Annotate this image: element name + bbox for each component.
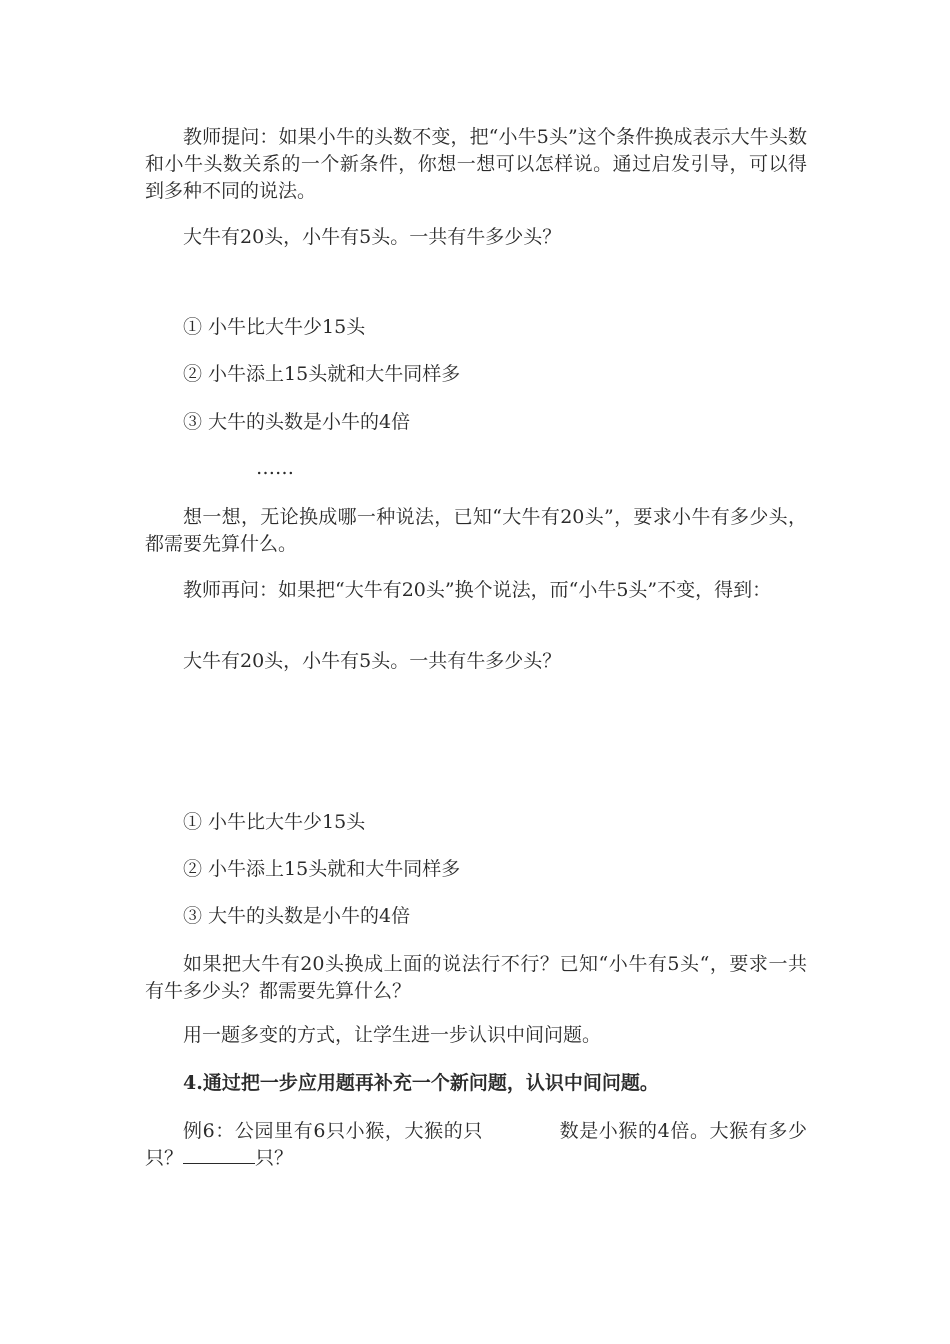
list-item-1-1: ① 小牛比大牛少15头 xyxy=(183,316,366,338)
paragraph-problem-1: 大牛有20头，小牛有5头。一共有牛多少头？ xyxy=(183,226,562,248)
paragraph-method: 用一题多变的方式，让学生进一步认识中间问题。 xyxy=(183,1024,602,1046)
section-heading-4: 4.通过把一步应用题再补充一个新问题，认识中间问题。 xyxy=(183,1072,659,1094)
paragraph-think: 想一想，无论换成哪一种说法，已知“大牛有20头”，要求小牛有多少头，都需要先算什么。 xyxy=(145,506,807,555)
list-item-1-3: ③ 大牛的头数是小牛的4倍 xyxy=(183,411,411,433)
paragraph-teacher-asks-again: 教师再问：如果把“大牛有20头”换个说法，而“小牛5头”不变，得到： xyxy=(183,579,772,601)
list-item-2-2: ② 小牛添上15头就和大牛同样多 xyxy=(183,858,461,880)
example-6-part-c: 只？ xyxy=(255,1147,294,1169)
example-6-part-a: 例6：公园里有6只小猴，大猴的只 xyxy=(183,1120,483,1142)
list-item-2-1: ① 小牛比大牛少15头 xyxy=(183,811,366,833)
example-6-part-b: 数是小猴的4倍。大猴有多少只？ xyxy=(145,1120,808,1169)
paragraph-question: 如果把大牛有20头换成上面的说法行不行？已知“小牛有5头“，要求一共有牛多少头？都需要先算什么？ xyxy=(145,953,807,1002)
paragraph-teacher-question: 教师提问：如果小牛的头数不变，把“小牛5头”这个条件换成表示大牛头数和小牛头数关系的一个新条件，你想一想可以怎样说。通过启发引导，可以得到多种不同的说法。 xyxy=(145,126,807,202)
paragraph-problem-2: 大牛有20头，小牛有5头。一共有牛多少头？ xyxy=(183,650,562,672)
answer-blank[interactable] xyxy=(183,1145,255,1164)
ellipsis: …… xyxy=(256,457,294,479)
list-item-1-2: ② 小牛添上15头就和大牛同样多 xyxy=(183,363,461,385)
list-item-2-3: ③ 大牛的头数是小牛的4倍 xyxy=(183,905,411,927)
example-6 xyxy=(145,1118,807,1172)
